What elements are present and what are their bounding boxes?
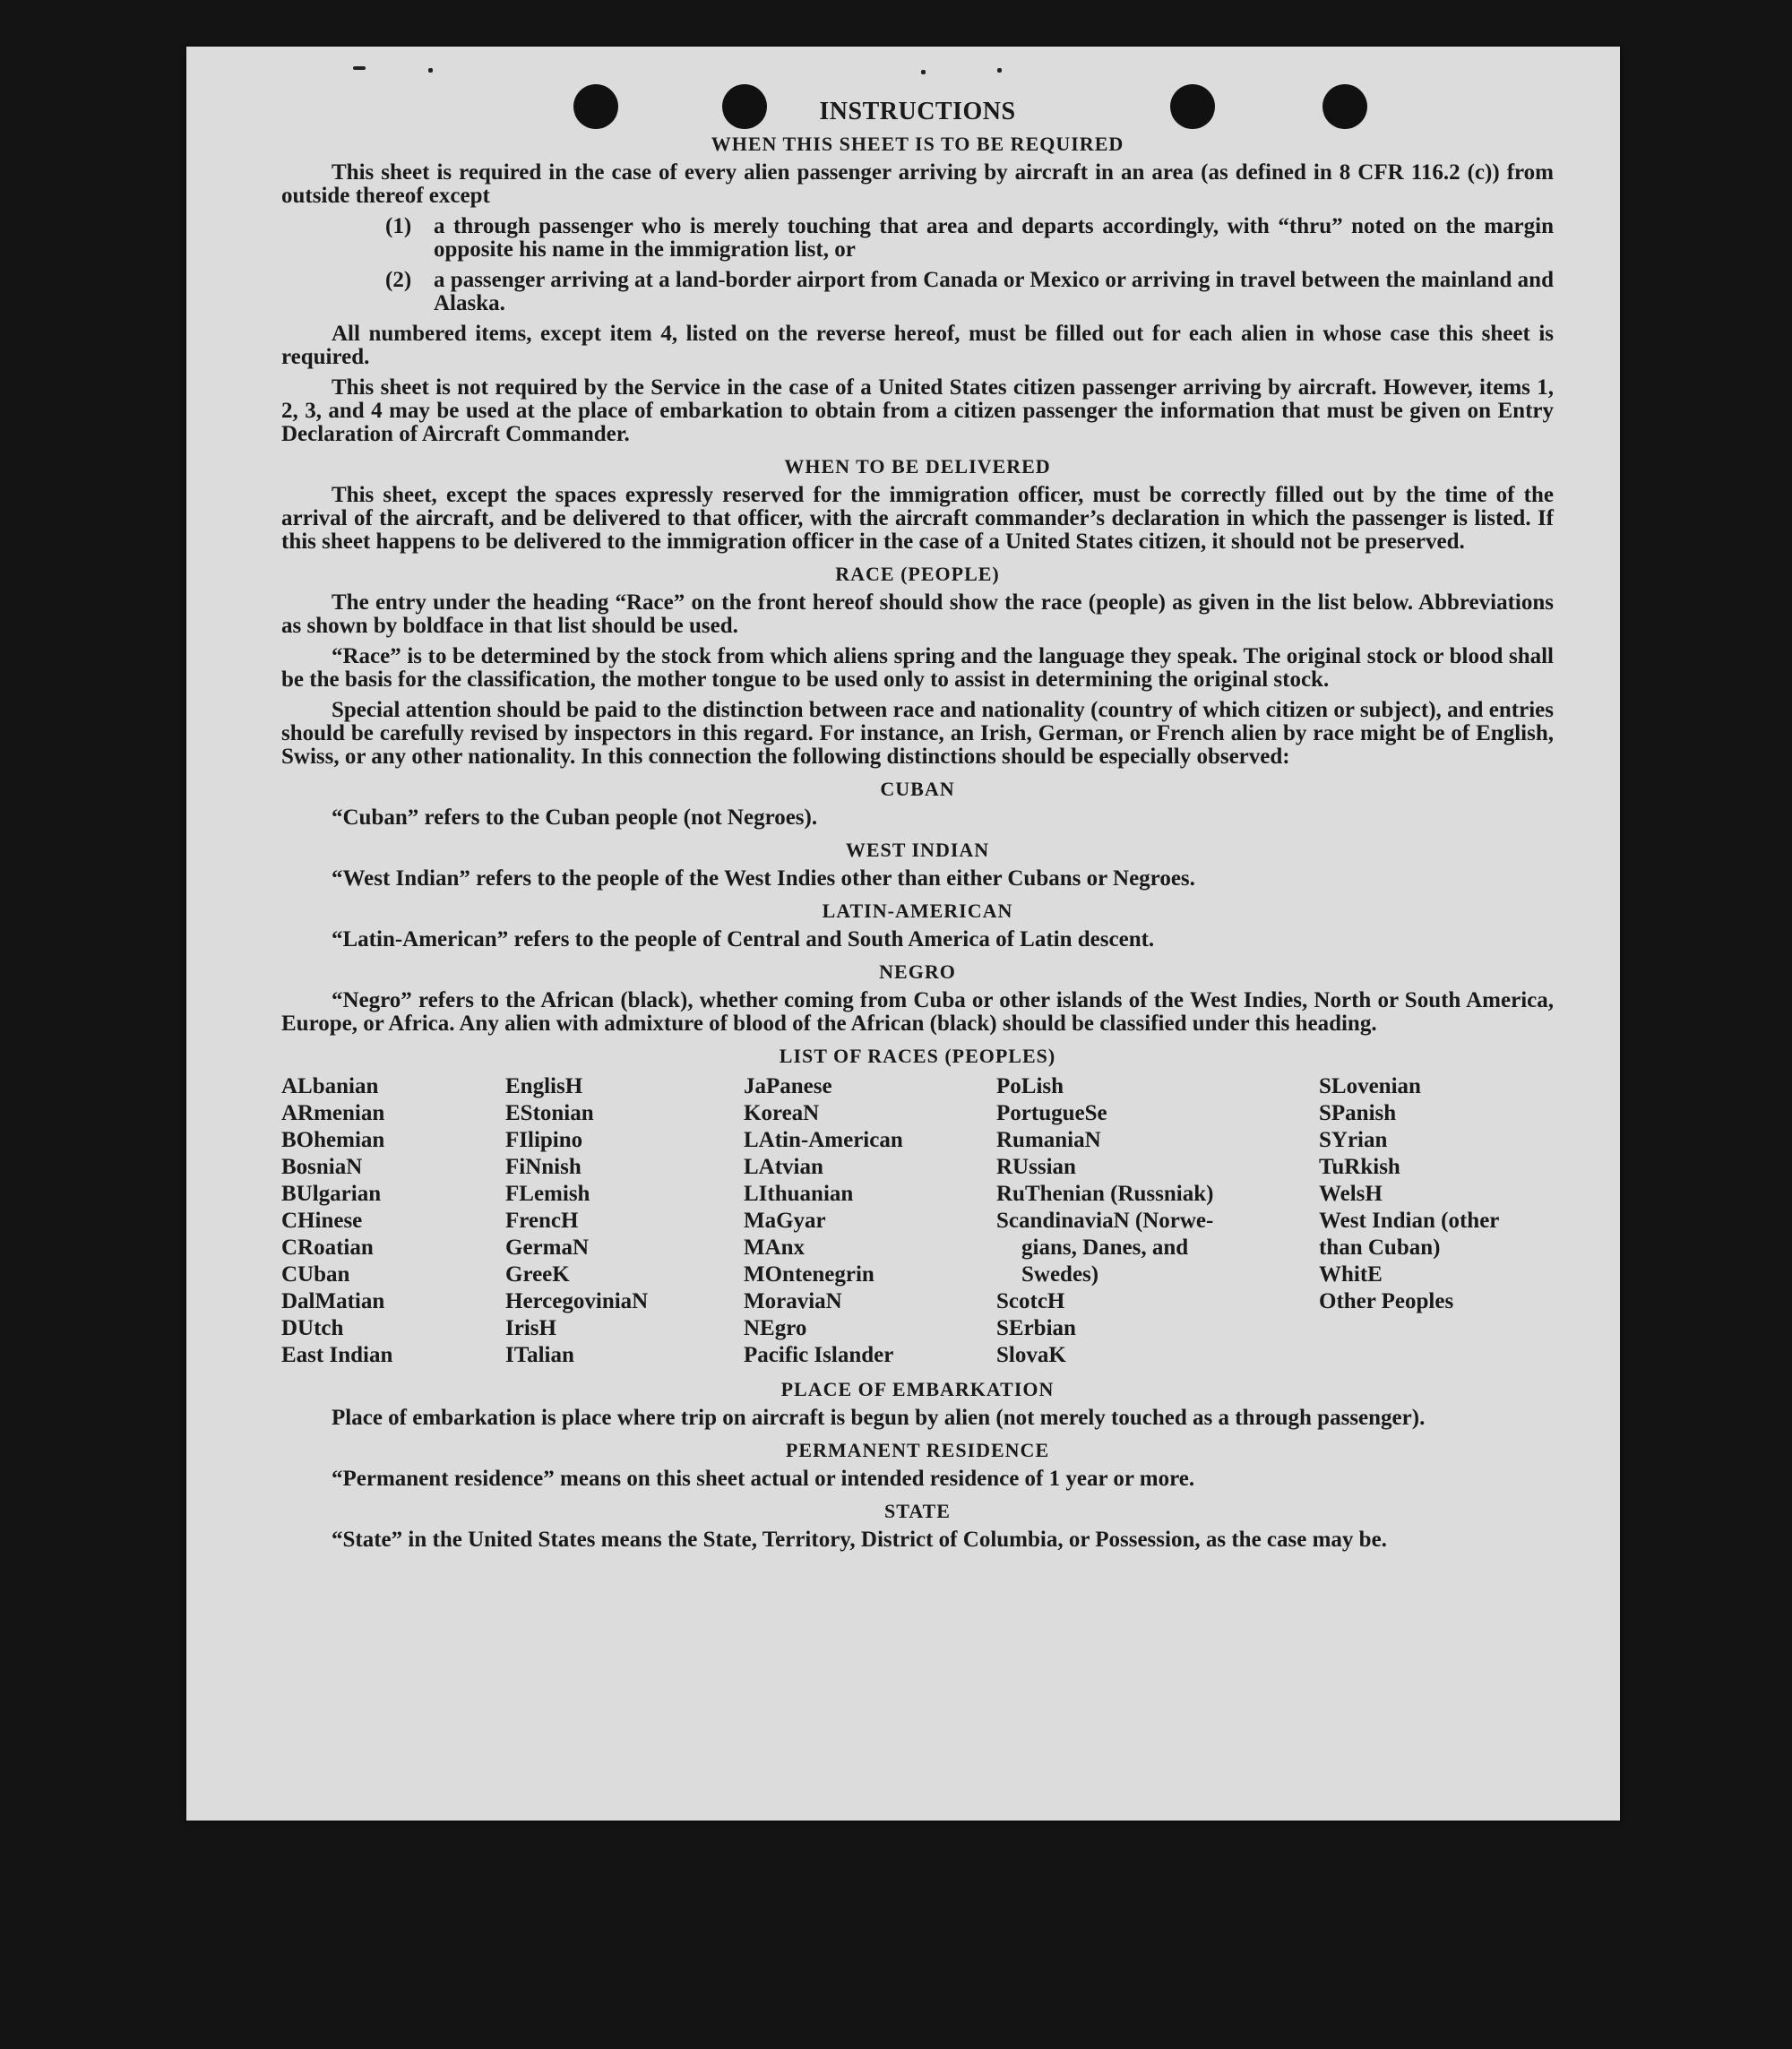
race-entry: FrencH: [505, 1209, 579, 1233]
race-entry: BosniaN: [281, 1155, 363, 1179]
residence-definition: “Permanent residence” means on this sheet actual or intended residence of 1 year or more.: [332, 1467, 1195, 1491]
race-entry: BUlgarian: [281, 1182, 382, 1206]
race-entry: NEgro: [744, 1316, 807, 1340]
cuban-definition: “Cuban” refers to the Cuban people (not Negroes).: [332, 805, 818, 830]
race-entry: EStonian: [505, 1101, 594, 1125]
embarkation-definition: Place of embarkation is place where trip on aircraft is begun by alien (not merely touched as a through passenger).: [332, 1406, 1426, 1430]
exception-item-2: [281, 269, 1554, 315]
race-entry: RUssian: [996, 1155, 1076, 1179]
required-intro: This sheet is required in the case of every alien passenger arriving by aircraft in an area (as defined in 8 CFR 116.2 (c)) from outside thereof except: [281, 160, 1554, 208]
scan-speck: [353, 66, 366, 70]
race-entry: ARmenian: [281, 1101, 385, 1125]
race-entry: LAtvian: [744, 1155, 823, 1179]
section-heading-state: STATE: [884, 1500, 951, 1522]
section-heading-required: WHEN THIS SHEET IS TO BE REQUIRED: [711, 133, 1124, 155]
race-paragraph-2: “Race” is to be determined by the stock from which aliens spring and the language they speak. The original stock or blood shall be the basis for the classification, the mother tongue to be used only to assist in determining the original stock.: [281, 644, 1554, 692]
delivered-paragraph: This sheet, except the spaces expressly reserved for the immigration officer, must be correctly filled out by the time of the arrival of the aircraft, and be delivered to that officer, with the aircraft commander’s declaration in which the passenger is listed. If this sheet happens to be delivered to the immigration officer in the case of a United States citizen, it should not be preserved.: [281, 483, 1554, 554]
races-list: [281, 1073, 1554, 1369]
race-entry: SlovaK: [996, 1343, 1066, 1367]
race-entry: ScandinaviaN (Norwe-: [996, 1209, 1214, 1233]
race-entry: EnglisH: [505, 1074, 583, 1098]
race-entry: gians, Danes, and: [1021, 1235, 1189, 1260]
scan-speck: [428, 68, 433, 73]
race-entry: SLovenian: [1319, 1074, 1421, 1098]
race-paragraph-1: The entry under the heading “Race” on the front hereof should show the race (people) as given in the list below. Abbreviations as shown by boldface in that list should be used.: [281, 590, 1554, 638]
section-heading-west-indian: WEST INDIAN: [845, 839, 990, 861]
race-entry: FiNnish: [505, 1155, 582, 1179]
race-entry: Pacific Islander: [744, 1343, 894, 1367]
race-entry: CUban: [281, 1262, 350, 1287]
race-entry: than Cuban): [1319, 1235, 1441, 1260]
race-entry: MOntenegrin: [744, 1262, 874, 1287]
race-entry: ITalian: [505, 1343, 574, 1367]
item-number: (1): [385, 214, 412, 238]
negro-definition: “Negro” refers to the African (black), whether coming from Cuba or other islands of the West Indies, North or South America, Europe, or Africa. Any alien with admixture of blood of the African (black) should be classified under this heading.: [281, 988, 1554, 1036]
section-heading-latin-american: LATIN-AMERICAN: [822, 900, 1013, 922]
race-entry: SErbian: [996, 1316, 1076, 1340]
races-column-5: [1319, 1073, 1554, 1369]
race-entry: PoLish: [996, 1074, 1064, 1098]
section-heading-delivered: WHEN TO BE DELIVERED: [784, 455, 1051, 478]
race-entry: West Indian (other: [1319, 1209, 1500, 1233]
scan-speck: [921, 70, 926, 74]
section-heading-list-of-races: LIST OF RACES (PEOPLES): [779, 1045, 1056, 1067]
race-entry: MAnx: [744, 1235, 806, 1260]
item-number: (2): [385, 268, 412, 292]
race-entry: WhitE: [1319, 1262, 1383, 1287]
race-entry: East Indian: [281, 1343, 393, 1367]
required-paragraph-2: All numbered items, except item 4, listed on the reverse hereof, must be filled out for each alien in whose case this sheet is required.: [281, 322, 1554, 369]
race-entry: ALbanian: [281, 1074, 379, 1098]
latin-american-definition: “Latin-American” refers to the people of Central and South America of Latin descent.: [332, 927, 1155, 951]
race-entry: CHinese: [281, 1209, 363, 1233]
races-column-1: [281, 1073, 505, 1369]
race-entry: LIthuanian: [744, 1182, 854, 1206]
section-heading-residence: PERMANENT RESIDENCE: [785, 1439, 1050, 1461]
race-entry: JaPanese: [744, 1074, 832, 1098]
race-entry: FLemish: [505, 1182, 590, 1206]
required-paragraph-3: This sheet is not required by the Service in the case of a United States citizen passenger arriving by aircraft. However, items 1, 2, 3, and 4 may be used at the place of embarkation to obtain from a citizen passenger the information that must be given on Entry Declaration of Aircraft Commander.: [281, 375, 1554, 446]
races-column-4: [996, 1073, 1319, 1369]
race-entry: HercegoviniaN: [505, 1289, 649, 1313]
race-entry: KoreaN: [744, 1101, 820, 1125]
race-entry: GreeK: [505, 1262, 570, 1287]
race-entry: CRoatian: [281, 1235, 374, 1260]
section-heading-negro: NEGRO: [879, 960, 956, 983]
page-title: INSTRUCTIONS: [819, 98, 1016, 125]
race-entry: ScotcH: [996, 1289, 1065, 1313]
race-entry: SPanish: [1319, 1101, 1397, 1125]
race-entry: MaGyar: [744, 1209, 826, 1233]
race-entry: MoraviaN: [744, 1289, 842, 1313]
race-entry: GermaN: [505, 1235, 590, 1260]
race-entry: Other Peoples: [1319, 1289, 1454, 1313]
race-entry: PortugueSe: [996, 1101, 1107, 1125]
races-column-2: [505, 1073, 744, 1369]
item-text: a passenger arriving at a land-border airport from Canada or Mexico or arriving in travel between the mainland and Alaska.: [434, 268, 1554, 315]
race-entry: BOhemian: [281, 1128, 385, 1152]
race-entry: SYrian: [1319, 1128, 1388, 1152]
instructions-content: [281, 100, 1554, 1559]
section-heading-embarkation: PLACE OF EMBARKATION: [780, 1378, 1055, 1400]
race-entry: WelsH: [1319, 1182, 1383, 1206]
race-entry: LAtin-American: [744, 1128, 903, 1152]
races-column-3: [744, 1073, 996, 1369]
exception-item-1: [281, 215, 1554, 262]
west-indian-definition: “West Indian” refers to the people of the West Indies other than either Cubans or Negroes.: [332, 866, 1195, 891]
race-entry: DalMatian: [281, 1289, 385, 1313]
race-paragraph-3: Special attention should be paid to the distinction between race and nationality (country of which citizen or subject), and entries should be carefully revised by inspectors in this regard. For instance, an Irish, German, or French alien by race might be of English, Swiss, or any other nationality. In this connection the following distinctions should be especially observed:: [281, 698, 1554, 769]
race-entry: DUtch: [281, 1316, 344, 1340]
document-page: [186, 47, 1620, 1821]
scan-speck: [997, 68, 1002, 73]
race-entry: TuRkish: [1319, 1155, 1400, 1179]
race-entry: RuThenian (Russniak): [996, 1182, 1214, 1206]
race-entry: RumaniaN: [996, 1128, 1101, 1152]
race-entry: Swedes): [1021, 1262, 1099, 1287]
section-heading-cuban: CUBAN: [880, 778, 955, 800]
state-definition: “State” in the United States means the State, Territory, District of Columbia, or Possession, as the case may be.: [332, 1528, 1387, 1552]
race-entry: IrisH: [505, 1316, 556, 1340]
item-text: a through passenger who is merely touching that area and departs accordingly, with “thru” noted on the margin opposite his name in the immigration list, or: [434, 214, 1554, 262]
race-entry: FIlipino: [505, 1128, 583, 1152]
section-heading-race: RACE (PEOPLE): [835, 563, 1000, 585]
